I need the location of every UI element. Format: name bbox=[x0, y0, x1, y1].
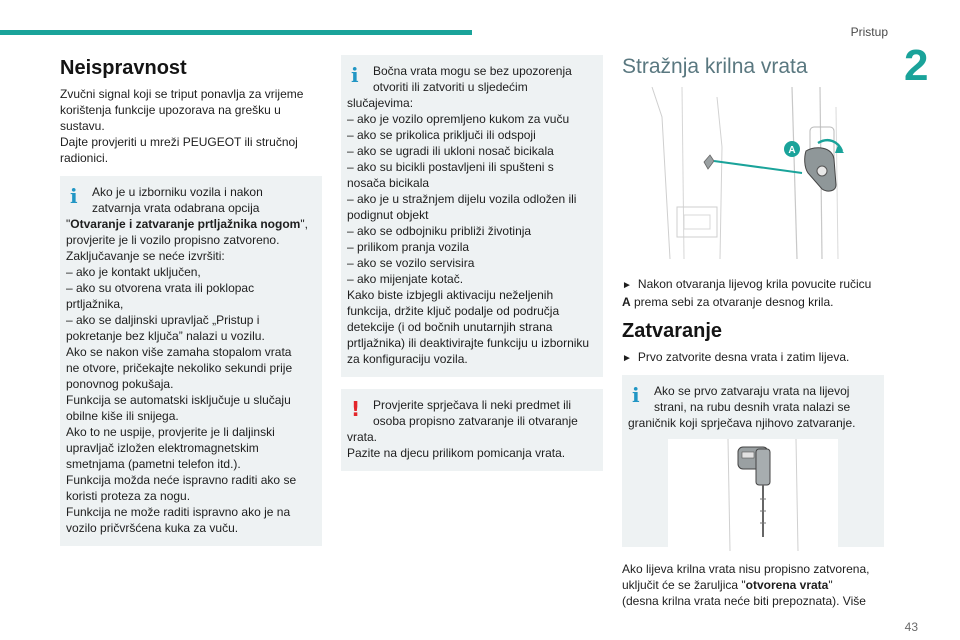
door-warning-text: Ako lijeva krilna vrata nisu propisno zatvorena, uključit će se žaruljica "otvorena vrata" (desna krilna vrata neće biti prepoznata). Više bbox=[622, 562, 870, 608]
column-right bbox=[622, 55, 884, 609]
malfunction-heading: Neispravnost bbox=[60, 57, 187, 79]
rear-doors-heading: Stražnja krilna vrata bbox=[622, 55, 808, 78]
column-middle bbox=[341, 55, 603, 471]
info-note-hands-free: i Ako je u izborniku vozila i nakon zatvarnja vrata odabrana opcija "Otvaranje i zatvaranje prtljažnika nogom", provjerite je li vozilo propisno zatvoreno. Zaključavanje se neće izvršiti: – ako je kontakt uključen, – ako su otvorena vrata ili poklopac prtljažnika, – ako se daljinski upravljač „Pristup i pokretanje bez ključa” nalazi u vozilu. Ako se nakon više zamaha stopalom vrata ne otvore, pričekajte nekoliko sekundi prije ponovnog pokušaja. Funkcija se automatski isključuje u slučaju obilne kiše ili snijega. Ako to ne uspije, provjerite je li daljinski upravljač izložen elektromagnetskim smetnjama (pametni telefon itd.). Funkcija možda neće ispravno raditi ako se koristi proteza za nogu. Funkcija ne može raditi ispravno ako je na vozilo pričvršćena kuka za vuču. bbox=[60, 176, 322, 546]
info-icon: i bbox=[632, 383, 640, 407]
section-title: Pristup bbox=[850, 25, 888, 39]
header-accent-bar bbox=[0, 30, 472, 35]
warning-note-obstruction: ! Provjerite sprječava li neki predmet ili osoba propisno zatvaranje ili otvaranje vrata. Pazite na djecu prilikom pomicanja vrata. bbox=[341, 389, 603, 471]
bullet-triangle-icon: ► bbox=[622, 280, 632, 291]
close-instruction: ► Prvo zatvorite desna vrata i zatim lijeva. bbox=[622, 350, 850, 364]
info-icon: i bbox=[351, 63, 359, 87]
chapter-number: 2 bbox=[904, 41, 929, 90]
column-left bbox=[60, 55, 322, 546]
label-a-text: A bbox=[788, 145, 796, 156]
door-stop-illustration bbox=[668, 439, 838, 551]
warning-icon: ! bbox=[351, 397, 361, 421]
info-icon: i bbox=[70, 184, 78, 208]
open-instruction: ► Nakon otvaranja lijevog krila povucite ručicu A prema sebi za otvaranje desnog krila. bbox=[622, 277, 872, 309]
page-number: 43 bbox=[904, 620, 918, 634]
malfunction-intro: Zvučni signal koji se triput ponavlja za vrijeme korištenja funkcije upozorava na grešku u sustavu. Dajte provjeriti u mreži PEUGEOT ili stručnoj radionici. bbox=[60, 87, 304, 165]
bullet-triangle-icon: ► bbox=[622, 353, 632, 364]
info-note-closing-order: i Ako se prvo zatvaraju vrata na lijevoj strani, na rubu desnih vrata nalazi se graničnik koji sprječava njihovo zatvaranje. bbox=[622, 375, 884, 547]
rear-door-handle-illustration bbox=[622, 87, 867, 259]
closing-heading: Zatvaranje bbox=[622, 320, 723, 342]
info-note-side-doors: i Bočna vrata mogu se bez upozorenja otvoriti ili zatvoriti u sljedećim slučajevima: – ako je vozilo opremljeno kukom za vuču – ako se prikolica priključi ili odspoji – ako se ugradi ili ukloni nosač bicikala – ako su bicikli postavljeni ili spušteni s nosača bicikala – ako je u stražnjem dijelu vozila odložen ili podignut objekt – ako se odbojniku približi životinja – prilikom pranja vozila – ako se vozilo servisira – ako mijenjate kotač. Kako biste izbjegli aktivaciju neželjenih funkcija, držite ključ podalje od područja detekcije (i od bočnih unutarnjih strana prtljažnika) ili deaktivirajte funkciju u izborniku za konfiguraciju vozila. bbox=[341, 55, 603, 377]
